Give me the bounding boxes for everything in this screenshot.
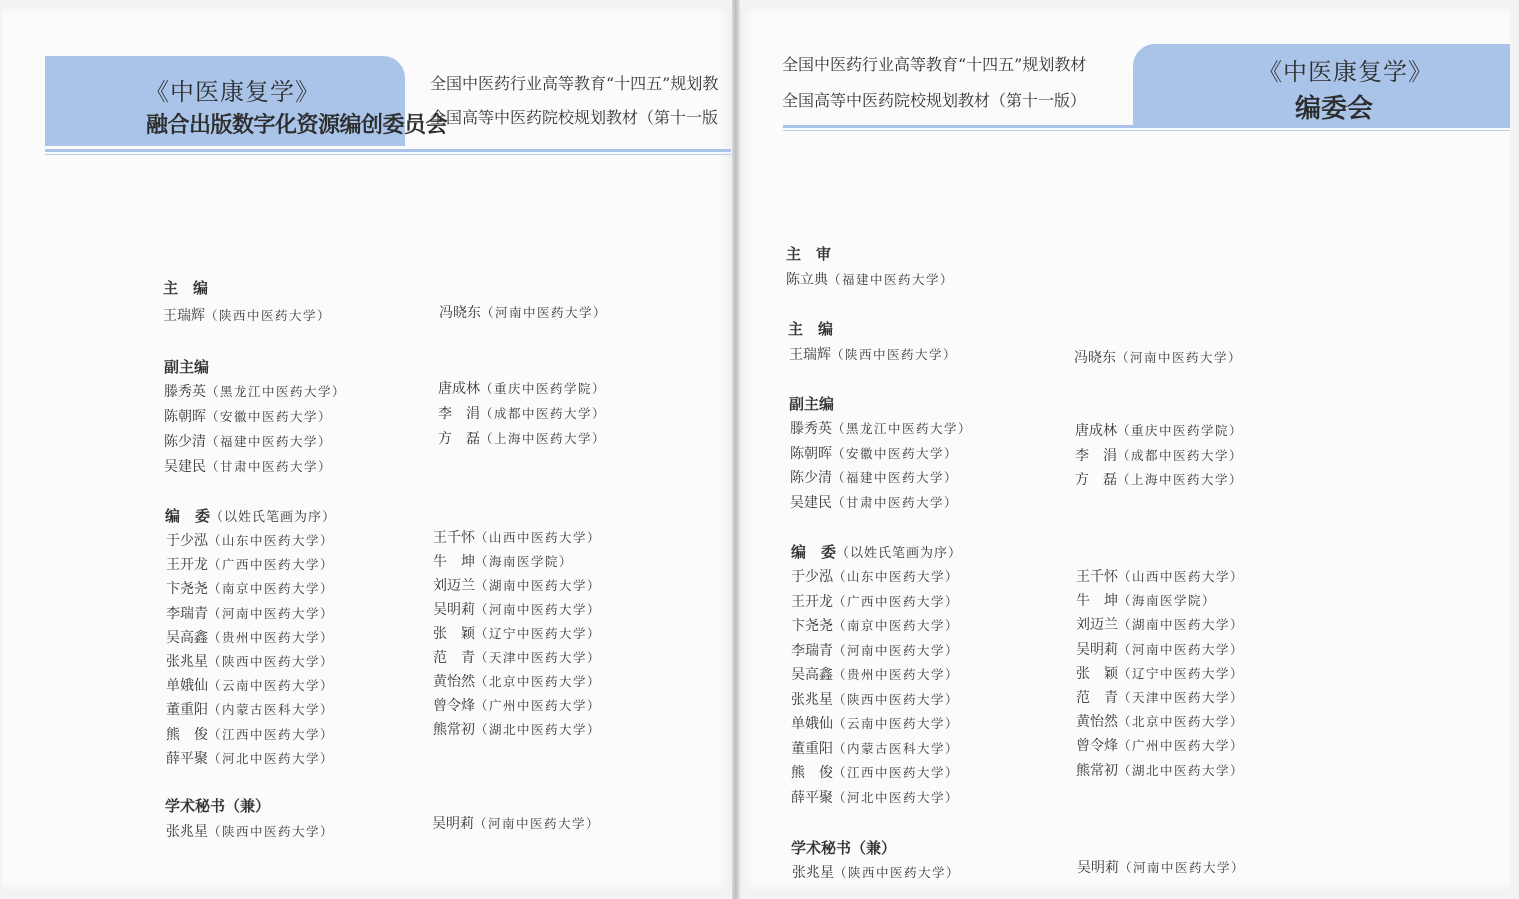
member-affiliation: （广州中医药大学） [475,698,602,713]
committee-member [166,530,334,550]
committee-member [791,591,959,611]
left-editors-note: （以姓氏笔画为序） [210,510,337,525]
committee-member [1076,735,1244,755]
member-name: 陈朝晖 [790,446,832,462]
right-reviewer-label: 主 审 [786,245,832,263]
member-name: 吴建民 [164,459,206,475]
left-title-line1: 《中医康复学》 [145,78,320,106]
member-affiliation: （安徽中医药大学） [832,446,959,461]
left-series-line2: 全国高等中医药院校规划教材（第十一版 [430,108,719,127]
committee-member [1074,347,1242,367]
left-series-line1: 全国中医药行业高等教育“十四五”规划教 [430,74,719,93]
member-name: 陈立典 [786,272,828,288]
member-name: 熊 俊 [166,727,208,743]
member-name: 曾令烽 [433,698,475,714]
member-affiliation: （内蒙古医科大学） [208,702,335,717]
member-name: 滕秀英 [164,384,206,400]
committee-member [1076,566,1244,586]
member-affiliation: （湖南中医药大学） [475,578,602,593]
member-name: 熊常初 [1076,763,1118,779]
committee-member [1075,445,1243,465]
member-name: 张兆星 [791,692,833,708]
member-name: 吴明莉 [1077,860,1119,876]
committee-member [166,699,334,719]
member-name: 王开龙 [791,594,833,610]
committee-member [438,428,606,448]
member-name: 王瑞辉 [163,308,205,324]
member-affiliation: （广西中医药大学） [208,557,335,572]
committee-member [791,738,959,758]
member-affiliation: （福建中医药大学） [832,470,959,485]
committee-member [1076,663,1244,683]
committee-member [1076,590,1216,610]
member-affiliation: （南京中医药大学） [833,618,960,633]
left-editors-label [165,505,336,526]
committee-member [439,302,607,322]
committee-member [166,603,334,623]
member-name: 张 颖 [1076,666,1118,682]
member-affiliation: （海南医学院） [475,554,574,569]
member-affiliation: （成都中医药大学） [480,406,607,421]
left-deputy-label: 副主编 [164,358,210,376]
committee-member [432,813,600,833]
committee-member [164,406,332,426]
committee-member [166,651,334,671]
committee-member [433,719,601,739]
member-affiliation: （北京中医药大学） [475,674,602,689]
committee-member [1076,760,1244,780]
committee-member [166,821,334,841]
left-chief-editors-label: 主 编 [163,279,209,297]
member-name: 吴明莉 [1076,642,1118,658]
member-name: 刘迈兰 [433,578,475,594]
member-name: 王瑞辉 [789,347,831,363]
member-affiliation: （湖南中医药大学） [1118,617,1245,632]
member-name: 李瑞青 [791,643,833,659]
member-affiliation: （贵州中医药大学） [208,630,335,645]
committee-member [164,381,346,401]
committee-member [433,695,601,715]
member-name: 王千怀 [433,530,475,546]
member-affiliation: （重庆中医药学院） [480,381,607,396]
member-name: 吴建民 [790,495,832,511]
member-affiliation: （陕西中医药大学） [834,865,961,880]
member-name: 单娥仙 [791,716,833,732]
committee-member [164,431,332,451]
member-affiliation: （云南中医药大学） [833,716,960,731]
committee-member [791,689,959,709]
member-affiliation: （河南中医药大学） [1119,860,1246,875]
member-affiliation: （辽宁中医药大学） [1118,666,1245,681]
member-name: 陈少清 [790,470,832,486]
committee-member [433,551,573,571]
member-name: 薛平聚 [791,790,833,806]
member-name: 张兆星 [792,865,834,881]
member-name: 李 涓 [438,406,480,422]
member-name: 熊 俊 [791,765,833,781]
committee-member [164,456,332,476]
member-affiliation: （江西中医药大学） [208,727,335,742]
right-editors-label-text: 编 委 [791,543,837,561]
committee-member [1075,469,1243,489]
member-affiliation: （黑龙江中医药大学） [206,384,347,399]
committee-member [166,554,334,574]
member-name: 冯晓东 [1074,350,1116,366]
committee-member [433,647,601,667]
member-name: 李瑞青 [166,606,208,622]
committee-member [166,748,334,768]
member-affiliation: （湖北中医药大学） [1118,763,1245,778]
member-affiliation: （广州中医药大学） [1118,738,1245,753]
right-editors-label [791,541,962,562]
member-name: 牛 坤 [1076,593,1118,609]
member-affiliation: （河南中医药大学） [474,816,601,831]
member-name: 曾令烽 [1076,738,1118,754]
member-name: 董重阳 [166,702,208,718]
member-affiliation: （河南中医药大学） [1118,642,1245,657]
committee-member [786,269,954,289]
committee-member [166,724,334,744]
member-name: 黄怡然 [1076,714,1118,730]
committee-member [791,787,959,807]
committee-member [433,623,601,643]
member-affiliation: （甘肃中医药大学） [206,459,333,474]
member-affiliation: （内蒙古医科大学） [833,741,960,756]
member-affiliation: （黑龙江中医药大学） [832,421,973,436]
right-secretary-label: 学术秘书（兼） [791,839,897,857]
member-name: 王开龙 [166,557,208,573]
member-name: 于少泓 [166,533,208,549]
member-name: 范 青 [1076,690,1118,706]
committee-member [790,467,958,487]
right-chief-editors-label: 主 编 [788,320,834,338]
right-header-rule-thin [783,130,1510,131]
right-title-line2: 编委会 [1295,94,1374,124]
committee-member [791,640,959,660]
member-affiliation: （山西中医药大学） [1118,569,1245,584]
right-header-rule [783,125,1510,128]
member-affiliation: （上海中医药大学） [1117,472,1244,487]
member-affiliation: （陕西中医药大学） [205,308,332,323]
right-series-line2: 全国高等中医药院校规划教材（第十一版） [782,91,1087,110]
member-affiliation: （陕西中医药大学） [208,654,335,669]
committee-member [790,443,958,463]
member-name: 牛 坤 [433,554,475,570]
member-affiliation: （南京中医药大学） [208,581,335,596]
member-affiliation: （贵州中医药大学） [833,667,960,682]
right-series-line1: 全国中医药行业高等教育“十四五”规划教材 [782,55,1087,74]
member-name: 李 涓 [1075,448,1117,464]
committee-member [166,578,334,598]
member-affiliation: （天津中医药大学） [1118,690,1245,705]
member-affiliation: （河南中医药大学） [475,602,602,617]
member-affiliation: （福建中医药大学） [828,272,955,287]
committee-member [1076,687,1244,707]
member-affiliation: （安徽中医药大学） [206,409,333,424]
member-affiliation: （陕西中医药大学） [831,347,958,362]
member-affiliation: （山东中医药大学） [208,533,335,548]
member-name: 张兆星 [166,824,208,840]
member-name: 范 青 [433,650,475,666]
member-affiliation: （山西中医药大学） [475,530,602,545]
member-name: 陈朝晖 [164,409,206,425]
committee-member [1075,420,1243,440]
committee-member [1077,857,1245,877]
member-affiliation: （海南医学院） [1118,593,1217,608]
member-affiliation: （河南中医药大学） [208,606,335,621]
committee-member [1076,639,1244,659]
committee-member [438,403,606,423]
member-name: 薛平聚 [166,751,208,767]
member-affiliation: （山东中医药大学） [833,569,960,584]
right-title-box [1133,44,1510,126]
committee-member [438,378,606,398]
committee-member [1076,614,1244,634]
member-affiliation: （广西中医药大学） [833,594,960,609]
member-name: 陈少清 [164,434,206,450]
left-header-rule-thin [45,154,731,155]
committee-member [166,675,334,695]
member-affiliation: （重庆中医药学院） [1117,423,1244,438]
member-affiliation: （成都中医药大学） [1117,448,1244,463]
member-name: 方 磊 [1075,472,1117,488]
member-name: 刘迈兰 [1076,617,1118,633]
member-name: 吴高鑫 [166,630,208,646]
left-title-line2: 融合出版数字化资源编创委员会 [146,112,448,138]
member-name: 卞尧尧 [791,618,833,634]
member-name: 方 磊 [438,431,480,447]
member-affiliation: （上海中医药大学） [480,431,607,446]
member-affiliation: （陕西中医药大学） [833,692,960,707]
right-editors-note: （以姓氏笔画为序） [836,546,963,561]
committee-member [791,566,959,586]
committee-member [163,305,331,325]
member-name: 单娥仙 [166,678,208,694]
committee-member [1076,711,1244,731]
member-name: 张 颖 [433,626,475,642]
left-header-rule [45,149,731,152]
right-page [740,8,1510,890]
left-secretary-label: 学术秘书（兼） [165,797,271,815]
member-name: 黄怡然 [433,674,475,690]
committee-member [166,627,334,647]
member-name: 吴明莉 [432,816,474,832]
member-affiliation: （河北中医药大学） [833,790,960,805]
member-affiliation: （陕西中医药大学） [208,824,335,839]
member-name: 熊常初 [433,722,475,738]
member-name: 张兆星 [166,654,208,670]
member-name: 吴明莉 [433,602,475,618]
committee-member [791,664,959,684]
member-affiliation: （云南中医药大学） [208,678,335,693]
committee-member [789,344,957,364]
committee-member [791,615,959,635]
committee-member [791,713,959,733]
member-affiliation: （甘肃中医药大学） [832,495,959,510]
committee-member [433,575,601,595]
committee-member [792,862,960,882]
member-affiliation: （北京中医药大学） [1118,714,1245,729]
member-name: 唐成林 [1075,423,1117,439]
member-affiliation: （天津中医药大学） [475,650,602,665]
member-affiliation: （辽宁中医药大学） [475,626,602,641]
member-name: 吴高鑫 [791,667,833,683]
member-affiliation: （福建中医药大学） [206,434,333,449]
member-affiliation: （河北中医药大学） [208,751,335,766]
committee-member [433,599,601,619]
committee-member [433,671,601,691]
member-name: 冯晓东 [439,305,481,321]
member-affiliation: （江西中医药大学） [833,765,960,780]
left-editors-label-text: 编 委 [165,507,211,525]
member-name: 唐成林 [438,381,480,397]
member-name: 董重阳 [791,741,833,757]
left-page [2,8,732,890]
member-affiliation: （湖北中医药大学） [475,722,602,737]
right-deputy-label: 副主编 [789,395,835,413]
right-title-line1: 《中医康复学》 [1258,58,1433,86]
committee-member [790,418,972,438]
book-spine [732,0,740,899]
member-name: 卞尧尧 [166,581,208,597]
committee-member [433,527,601,547]
member-affiliation: （河南中医药大学） [1116,350,1243,365]
member-name: 王千怀 [1076,569,1118,585]
committee-member [791,762,959,782]
member-affiliation: （河南中医药大学） [833,643,960,658]
member-name: 于少泓 [791,569,833,585]
member-name: 滕秀英 [790,421,832,437]
member-affiliation: （河南中医药大学） [481,305,608,320]
left-title-box [45,56,448,146]
committee-member [790,492,958,512]
